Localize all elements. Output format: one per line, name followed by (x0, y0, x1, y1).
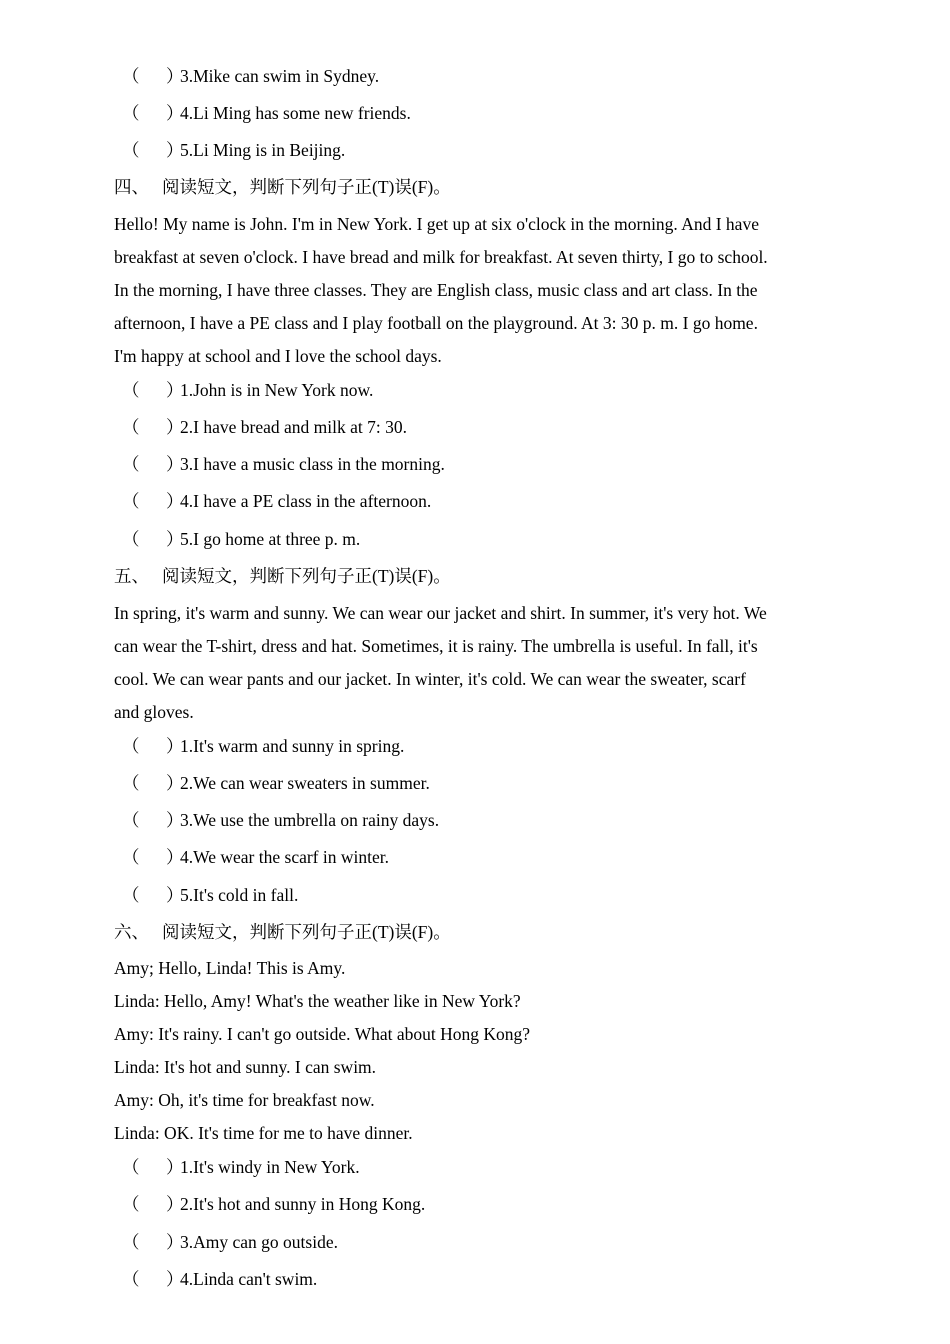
question-text: 5.Li Ming is in Beijing. (180, 140, 346, 160)
question-text: 2.We can wear sweaters in summer. (180, 773, 430, 793)
answer-blank-close: ） (166, 529, 184, 549)
answer-blank-open: （ (122, 103, 140, 123)
dialog-line: Amy; Hello, Linda! This is Amy. (114, 958, 346, 978)
dialog-line: Linda: Hello, Amy! What's the weather like in New York? (114, 991, 521, 1011)
answer-blank-open: （ (122, 1232, 140, 1252)
passage-line: cool. We can wear pants and our jacket. In winter, it's cold. We can wear the sweater, scarf (114, 669, 746, 689)
question-text: 1.It's windy in New York. (180, 1157, 360, 1177)
answer-blank-open: （ (122, 847, 140, 867)
section-heading (114, 922, 451, 942)
dialog-line: Amy: Oh, it's time for breakfast now. (114, 1090, 375, 1110)
answer-blank-close: ） (166, 1194, 184, 1214)
question-text: 4.We wear the scarf in winter. (180, 847, 389, 867)
answer-blank-close: ） (166, 773, 184, 793)
answer-blank-open: （ (122, 885, 140, 905)
reading-passage (114, 597, 844, 729)
passage-line: breakfast at seven o'clock. I have bread and milk for breakfast. At seven thirty, I go to school. (114, 247, 768, 267)
section-number: 四、 (114, 177, 149, 197)
answer-blank-close: ） (166, 1269, 184, 1289)
answer-blank-open: （ (122, 736, 140, 756)
passage-line: In the morning, I have three classes. They are English class, music class and art class. In the (114, 280, 758, 300)
answer-blank-close: ） (166, 380, 184, 400)
dialog-line: Linda: OK. It's time for me to have dinner. (114, 1123, 413, 1143)
answer-blank-open: （ (122, 454, 140, 474)
question-text: 4.Linda can't swim. (180, 1269, 318, 1289)
section-number: 六、 (114, 922, 149, 942)
dialog-line: Linda: It's hot and sunny. I can swim. (114, 1057, 377, 1077)
answer-blank-open: （ (122, 529, 140, 549)
answer-blank-open: （ (122, 66, 140, 86)
question-text: 4.I have a PE class in the afternoon. (180, 491, 432, 511)
answer-blank-close: ） (166, 417, 184, 437)
section-instruction: 阅读短文，判断下列句子正(T)误(F)。 (162, 922, 451, 942)
question-text: 3.Mike can swim in Sydney. (180, 66, 380, 86)
answer-blank-close: ） (166, 1157, 184, 1177)
answer-blank-close: ） (166, 736, 184, 756)
question-text: 3.I have a music class in the morning. (180, 454, 445, 474)
answer-blank-open: （ (122, 1194, 140, 1214)
answer-blank-open: （ (122, 417, 140, 437)
section-heading (114, 177, 451, 197)
question-text: 5.It's cold in fall. (180, 885, 299, 905)
question-text: 3.Amy can go outside. (180, 1232, 338, 1252)
section-heading (114, 566, 451, 586)
answer-blank-open: （ (122, 773, 140, 793)
reading-passage (114, 208, 844, 373)
passage-line: I'm happy at school and I love the school days. (114, 346, 442, 366)
answer-blank-close: ） (166, 491, 184, 511)
answer-blank-open: （ (122, 491, 140, 511)
question-text: 1.It's warm and sunny in spring. (180, 736, 405, 756)
answer-blank-close: ） (166, 140, 184, 160)
answer-blank-open: （ (122, 140, 140, 160)
question-text: 4.Li Ming has some new friends. (180, 103, 411, 123)
passage-line: In spring, it's warm and sunny. We can wear our jacket and shirt. In summer, it's very hot. We (114, 603, 767, 623)
question-text: 3.We use the umbrella on rainy days. (180, 810, 440, 830)
passage-line: Hello! My name is John. I'm in New York. I get up at six o'clock in the morning. And I have (114, 214, 759, 234)
question-text: 5.I go home at three p. m. (180, 529, 361, 549)
question-text: 1.John is in New York now. (180, 380, 374, 400)
answer-blank-close: ） (166, 847, 184, 867)
answer-blank-close: ） (166, 454, 184, 474)
passage-line: can wear the T-shirt, dress and hat. Sometimes, it is rainy. The umbrella is useful. In fall, it's (114, 636, 758, 656)
answer-blank-close: ） (166, 1232, 184, 1252)
answer-blank-open: （ (122, 1157, 140, 1177)
section-instruction: 阅读短文，判断下列句子正(T)误(F)。 (162, 566, 451, 586)
answer-blank-close: ） (166, 885, 184, 905)
section-number: 五、 (114, 566, 149, 586)
answer-blank-open: （ (122, 810, 140, 830)
section-instruction: 阅读短文，判断下列句子正(T)误(F)。 (162, 177, 451, 197)
answer-blank-open: （ (122, 1269, 140, 1289)
question-text: 2.I have bread and milk at 7: 30. (180, 417, 407, 437)
passage-line: and gloves. (114, 702, 194, 722)
answer-blank-close: ） (166, 810, 184, 830)
answer-blank-close: ） (166, 66, 184, 86)
answer-blank-close: ） (166, 103, 184, 123)
dialog-line: Amy: It's rainy. I can't go outside. What about Hong Kong? (114, 1024, 531, 1044)
question-text: 2.It's hot and sunny in Hong Kong. (180, 1194, 426, 1214)
answer-blank-open: （ (122, 380, 140, 400)
passage-line: afternoon, I have a PE class and I play football on the playground. At 3: 30 p. m. I go home. (114, 313, 758, 333)
